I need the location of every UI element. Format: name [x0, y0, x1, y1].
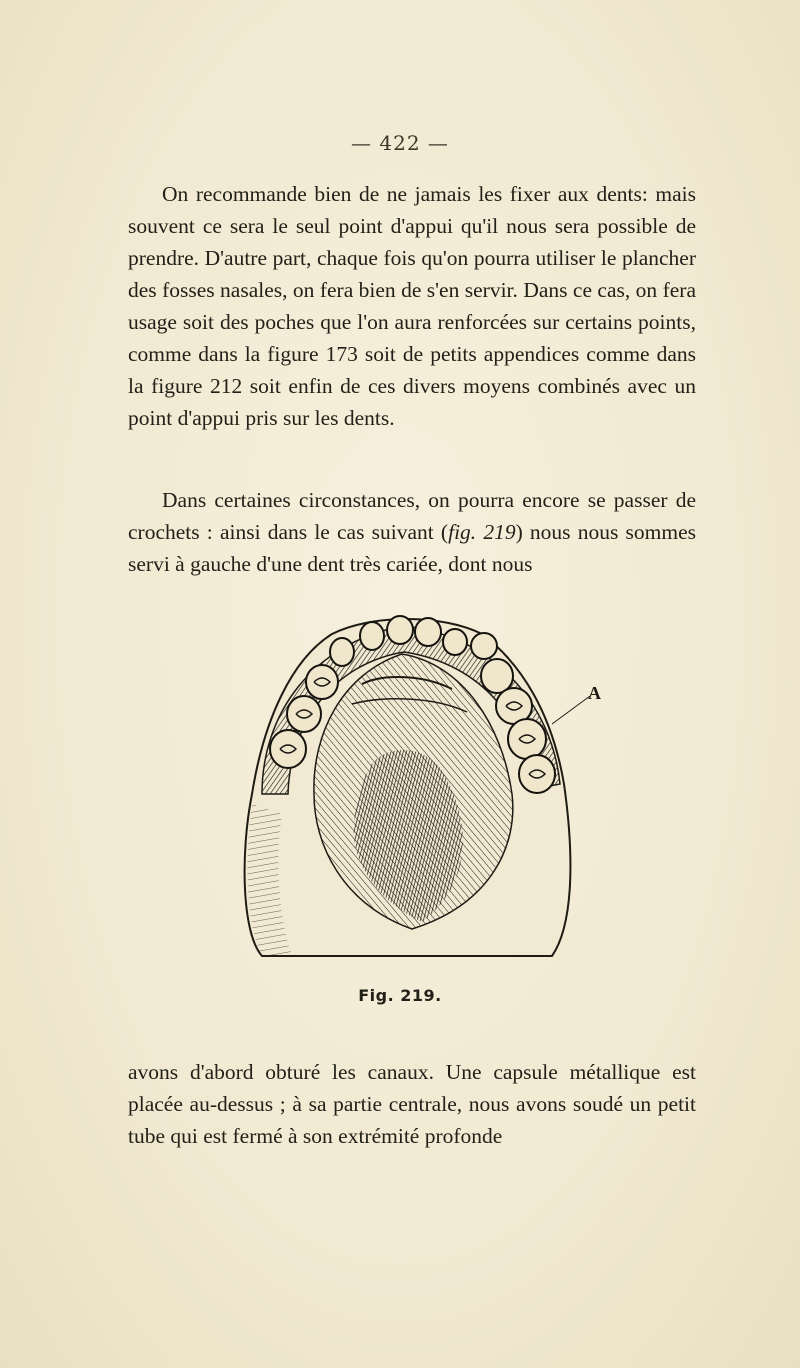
- tooth: [519, 755, 555, 793]
- tooth: [471, 633, 497, 659]
- tooth: [443, 629, 467, 655]
- tooth: [330, 638, 354, 666]
- label-a: A: [588, 683, 601, 703]
- tooth: [508, 719, 546, 759]
- paragraph-2-text-start: Dans certaines circonstances, on pourra encore se passer de crochets : ainsi dans le cas suivant (: [128, 488, 696, 544]
- tooth: [287, 696, 321, 732]
- page-number: — 422 —: [351, 131, 449, 155]
- tooth: [360, 622, 384, 650]
- tooth: [415, 618, 441, 646]
- upper-jaw-engraving: [222, 604, 602, 974]
- label-leader-line: [552, 696, 590, 724]
- tooth: [387, 616, 413, 644]
- tooth: [306, 665, 338, 699]
- paragraph-3: avons d'abord obturé les canaux. Une capsule métallique est placée au-dessus ; à sa partie centrale, nous avons soudé un petit tube qui est fermé à son extrémité profonde: [128, 1060, 696, 1148]
- tooth: [481, 659, 513, 693]
- paragraph-2-text-end: ) nous nous sommes servi à gauche d'une dent très cariée, dont nous: [128, 520, 696, 576]
- paragraph-1: On recommande bien de ne jamais les fixer aux dents: mais souvent ce sera le seul point d'appui qu'il nous sera possible de prendre. D'autre part, chaque fois qu'on pourra utiliser le plancher des fosses nasales, on fera bien de s'en servir. Dans ce cas, on fera usage soit des poches que l'on aura renforcées sur certains points, comme dans la figure 173 soit de petits appendices comme dans la figure 212 soit enfin de ces divers moyens combinés avec un point d'appui pris sur les dents.: [128, 182, 696, 430]
- paragraph-2: [128, 484, 696, 580]
- figure-caption: Fig. 219.: [358, 986, 442, 1005]
- figure-reference: fig. 219: [448, 520, 516, 544]
- tooth: [270, 730, 306, 768]
- dental-cast-illustration: [222, 604, 602, 974]
